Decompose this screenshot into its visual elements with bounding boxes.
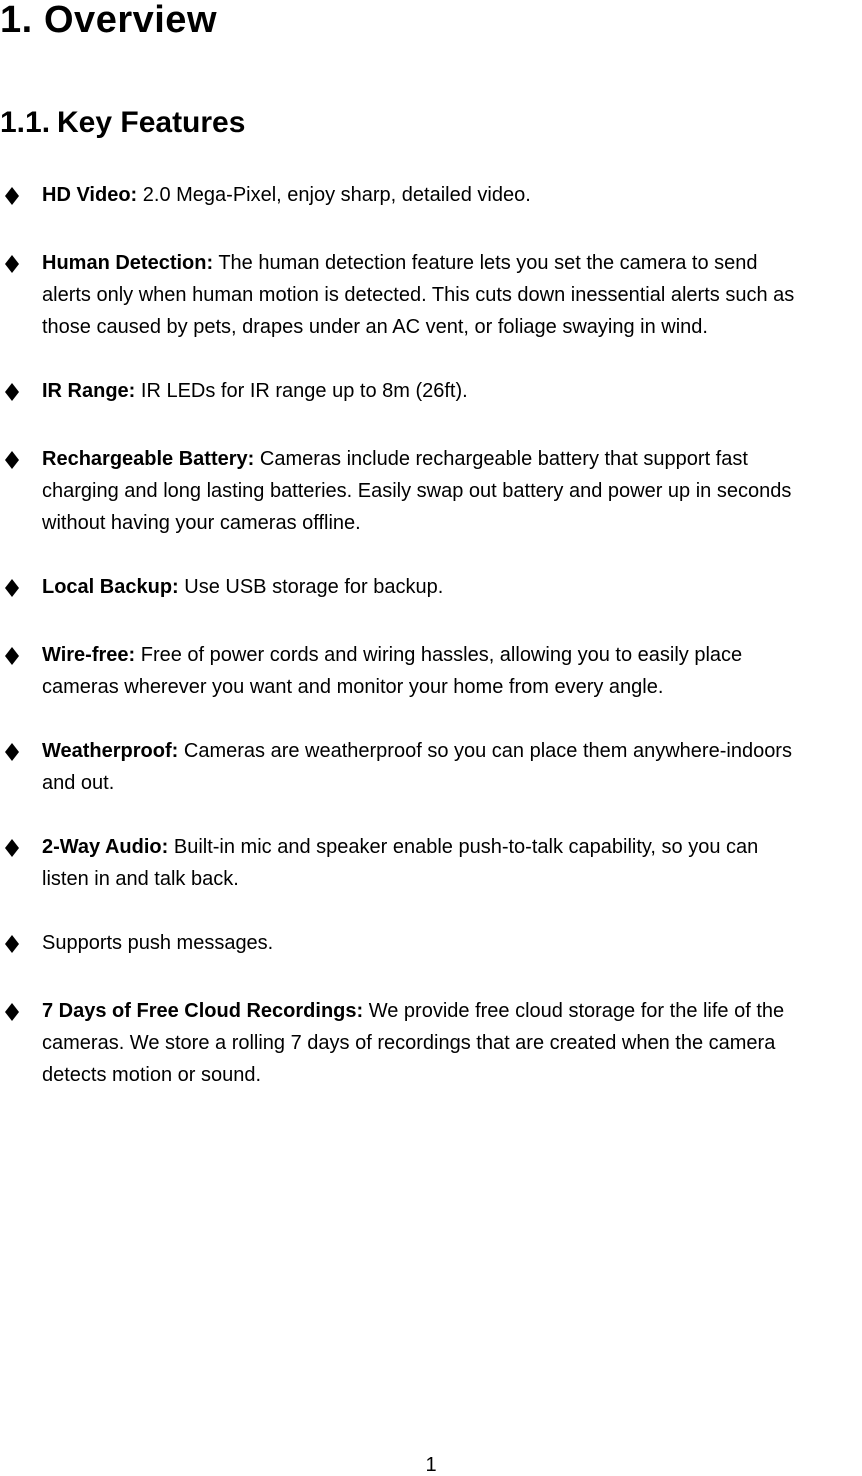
feature-line <box>42 1059 862 1091</box>
feature-label: IR Range: <box>42 380 136 402</box>
diamond-bullet-icon <box>4 742 20 762</box>
diamond-bullet-icon <box>4 450 20 470</box>
heading-key-features-title: Key Features <box>57 106 246 139</box>
feature-description: Free of power cords and wiring hassles, allowing you to easily place <box>140 644 743 666</box>
feature-line <box>42 927 862 959</box>
feature-line <box>42 507 862 539</box>
feature-line <box>42 831 862 863</box>
feature-line <box>42 571 862 603</box>
feature-text <box>42 735 862 799</box>
feature-line <box>42 443 862 475</box>
feature-line <box>42 671 862 703</box>
feature-text <box>42 571 862 603</box>
feature-description: Cameras are weatherproof so you can place them anywhere-indoors <box>183 740 792 762</box>
feature-line <box>42 311 862 343</box>
feature-description: Use USB storage for backup. <box>184 576 444 598</box>
feature-line <box>42 475 862 507</box>
feature-text <box>42 927 862 959</box>
feature-line <box>42 639 862 671</box>
heading-overview <box>0 0 217 40</box>
feature-label: 7 Days of Free Cloud Recordings: <box>42 1000 364 1022</box>
diamond-bullet-icon <box>4 1002 20 1022</box>
diamond-bullet-icon <box>4 254 20 274</box>
diamond-bullet-icon <box>4 838 20 858</box>
feature-line <box>42 247 862 279</box>
feature-line <box>42 279 862 311</box>
feature-description: charging and long lasting batteries. Easily swap out battery and power up in seconds <box>42 480 792 502</box>
diamond-bullet-icon <box>4 382 20 402</box>
feature-text <box>42 375 862 407</box>
heading-key-features <box>0 104 245 142</box>
diamond-bullet-icon <box>4 646 20 666</box>
feature-description: and out. <box>42 772 115 794</box>
diamond-bullet-icon <box>4 934 20 954</box>
feature-text <box>42 247 862 343</box>
feature-label: Local Backup: <box>42 576 179 598</box>
heading-overview-title: Overview <box>44 0 217 41</box>
feature-label: Wire-free: <box>42 644 136 666</box>
feature-label: Weatherproof: <box>42 740 179 762</box>
feature-text <box>42 179 862 211</box>
feature-line <box>42 375 862 407</box>
feature-text <box>42 443 862 539</box>
feature-text <box>42 831 862 895</box>
feature-description: listen in and talk back. <box>42 868 239 890</box>
heading-key-features-number: 1.1. <box>0 106 51 139</box>
diamond-bullet-icon <box>4 578 20 598</box>
heading-overview-number: 1. <box>0 0 33 41</box>
feature-description: Supports push messages. <box>42 932 274 954</box>
diamond-bullet-icon <box>4 186 20 206</box>
feature-label: HD Video: <box>42 184 138 206</box>
feature-line <box>42 735 862 767</box>
feature-description: cameras wherever you want and monitor your home from every angle. <box>42 676 664 698</box>
feature-description: those caused by pets, drapes under an AC vent, or foliage swaying in wind. <box>42 316 708 338</box>
feature-description: Built-in mic and speaker enable push-to-talk capability, so you can <box>173 836 759 858</box>
feature-line <box>42 995 862 1027</box>
feature-label: Human Detection: <box>42 252 214 274</box>
feature-line <box>42 179 862 211</box>
feature-label: 2-Way Audio: <box>42 836 169 858</box>
feature-description: 2.0 Mega-Pixel, enjoy sharp, detailed video. <box>142 184 531 206</box>
feature-line <box>42 1027 862 1059</box>
feature-description: alerts only when human motion is detected. This cuts down inessential alerts such as <box>42 284 795 306</box>
feature-description: Cameras include rechargeable battery that support fast <box>259 448 748 470</box>
feature-text <box>42 995 862 1091</box>
feature-line <box>42 767 862 799</box>
feature-description: cameras. We store a rolling 7 days of recordings that are created when the camera <box>42 1032 776 1054</box>
feature-description: detects motion or sound. <box>42 1064 262 1086</box>
feature-description: IR LEDs for IR range up to 8m (26ft). <box>140 380 468 402</box>
page-number: 1 <box>425 1454 437 1476</box>
feature-description: without having your cameras offline. <box>42 512 361 534</box>
feature-description: We provide free cloud storage for the life of the <box>368 1000 785 1022</box>
feature-text <box>42 639 862 703</box>
feature-description: The human detection feature lets you set the camera to send <box>218 252 758 274</box>
feature-line <box>42 863 862 895</box>
feature-label: Rechargeable Battery: <box>42 448 255 470</box>
